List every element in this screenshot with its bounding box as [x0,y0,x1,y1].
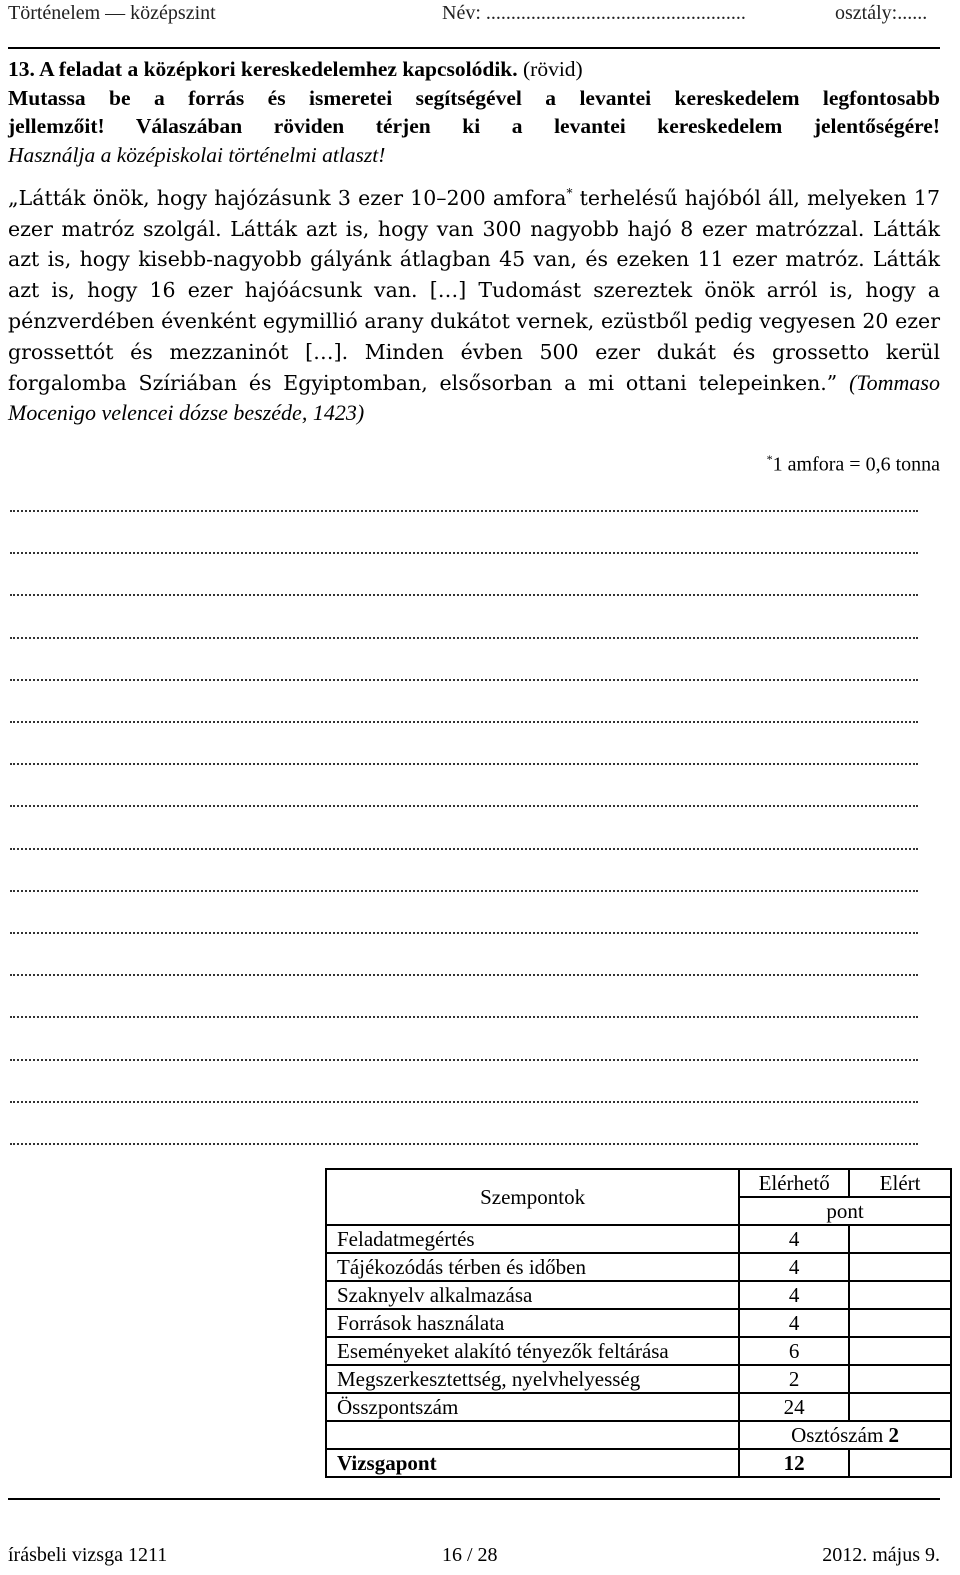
quote-text-part-1: „Látták önök, hogy hajózásunk 3 ezer 10–200 amfora [8,185,567,210]
answer-line[interactable] [10,721,918,723]
score-row-achieved-cell[interactable] [849,1253,951,1281]
score-total-points: 24 [739,1393,849,1421]
header-rule [8,47,940,49]
footnote-text: 1 amfora = 0,6 tonna [772,453,940,476]
answer-line[interactable] [10,1059,918,1061]
quote-text-part-2: terhelésű hajóból áll, melyeken 17 ezer matróz szolgál. Látták azt is, hogy van 300 nagyobb hajó 8 ezer matrózzal. Látták azt is, hogy kisebb-nagyobb gályánk átlagban 45 van, és ezeken 11 ezer matróz. Látták azt is, hogy 16 ezer hajóácsunk van. […] Tudomást szereztek önök arról is, hogy a pénzverdében évenként egymillió arany dukátot vernek, ezüstből pedig vegyesen 20 ezer grossettót és mezzaninót […]. Minden évben 500 ezer dukát és grossetto kerül forgalomba Szíriában és Egyiptomban, elsősorban a mi ottani telepeinken.” [8,185,940,395]
score-row-label: Megszerkesztettség, nyelvhelyesség [326,1365,739,1393]
answer-line[interactable] [10,510,918,512]
footnote-marker: * [766,452,773,466]
score-row [326,1337,951,1365]
footnote [767,452,940,477]
score-row-points: 4 [739,1225,849,1253]
answer-line[interactable] [10,1016,918,1018]
footer-rule [8,1498,940,1500]
score-row-label: Szaknyelv alkalmazása [326,1281,739,1309]
score-row-achieved-cell[interactable] [849,1309,951,1337]
score-row-achieved-cell[interactable] [849,1337,951,1365]
score-total-label: Összpontszám [326,1393,739,1421]
score-row-label: Tájékozódás térben és időben [326,1253,739,1281]
header-class-field: osztály:...... [835,2,928,24]
task-statement [8,55,940,169]
score-row-divisor [326,1421,951,1449]
score-total-achieved-cell[interactable] [849,1393,951,1421]
answer-line[interactable] [10,552,918,554]
task-instruction-2: jellemzőit! Válaszában röviden térjen ki a levantei kereskedelem jelentőségére! [8,114,940,138]
score-head-criteria: Szempontok [326,1169,739,1225]
score-row-label: Források használata [326,1309,739,1337]
header-subject: Történelem — középszint [8,2,216,24]
score-row-achieved-cell[interactable] [849,1281,951,1309]
score-divisor-value: 2 [888,1423,900,1447]
score-row-points: 6 [739,1337,849,1365]
answer-line[interactable] [10,594,918,596]
source-quote [8,178,940,429]
answer-line[interactable] [10,805,918,807]
score-divisor [739,1421,951,1449]
score-row [326,1309,951,1337]
score-head-achieved: Elért [849,1169,951,1197]
answer-line[interactable] [10,637,918,639]
score-row [326,1365,951,1393]
answer-line[interactable] [10,1101,918,1103]
header-name-field: Név: .................................................... [442,2,746,24]
score-row-achieved-cell[interactable] [849,1225,951,1253]
quote-source: (Tommaso Mocenigo velencei dózse beszéde, 1423) [8,369,940,426]
score-row-points: 4 [739,1253,849,1281]
answer-line[interactable] [10,679,918,681]
score-exam-achieved-cell[interactable] [849,1449,951,1477]
task-instruction-1: Mutassa be a forrás és ismeretei segítségével a levantei kereskedelem legfontosabb [8,85,940,110]
task-title: 13. A feladat a középkori kereskedelemhez kapcsolódik. [8,57,518,81]
score-row-points: 4 [739,1309,849,1337]
score-table [325,1168,952,1478]
task-instruction-3: Használja a középiskolai történelmi atlaszt! [8,142,386,167]
footer-page-number: 16 / 28 [442,1544,498,1566]
answer-line[interactable] [10,848,918,850]
answer-line[interactable] [10,932,918,934]
score-row-label: Eseményeket alakító tényezők feltárása [326,1337,739,1365]
score-exam-label: Vizsgapont [326,1449,739,1477]
footer-date: 2012. május 9. [822,1544,940,1566]
answer-line[interactable] [10,974,918,976]
score-row-points: 4 [739,1281,849,1309]
score-head-unit: pont [739,1197,951,1225]
answer-line[interactable] [10,890,918,892]
score-row [326,1281,951,1309]
footer-exam-code: írásbeli vizsga 1211 [8,1544,168,1566]
score-row-total [326,1393,951,1421]
score-row-label: Feladatmegértés [326,1225,739,1253]
quote-footnote-marker: * [566,186,573,200]
score-exam-value: 12 [739,1449,849,1477]
score-row-achieved-cell[interactable] [849,1365,951,1393]
score-divisor-empty [326,1421,739,1449]
answer-line[interactable] [10,1143,918,1145]
answer-line[interactable] [10,763,918,765]
score-row-points: 2 [739,1365,849,1393]
score-row [326,1225,951,1253]
task-length-note: (rövid) [523,57,583,81]
score-row-exam [326,1449,951,1477]
score-row [326,1253,951,1281]
score-head-available: Elérhető [739,1169,849,1197]
score-divisor-label: Osztószám [791,1423,884,1447]
